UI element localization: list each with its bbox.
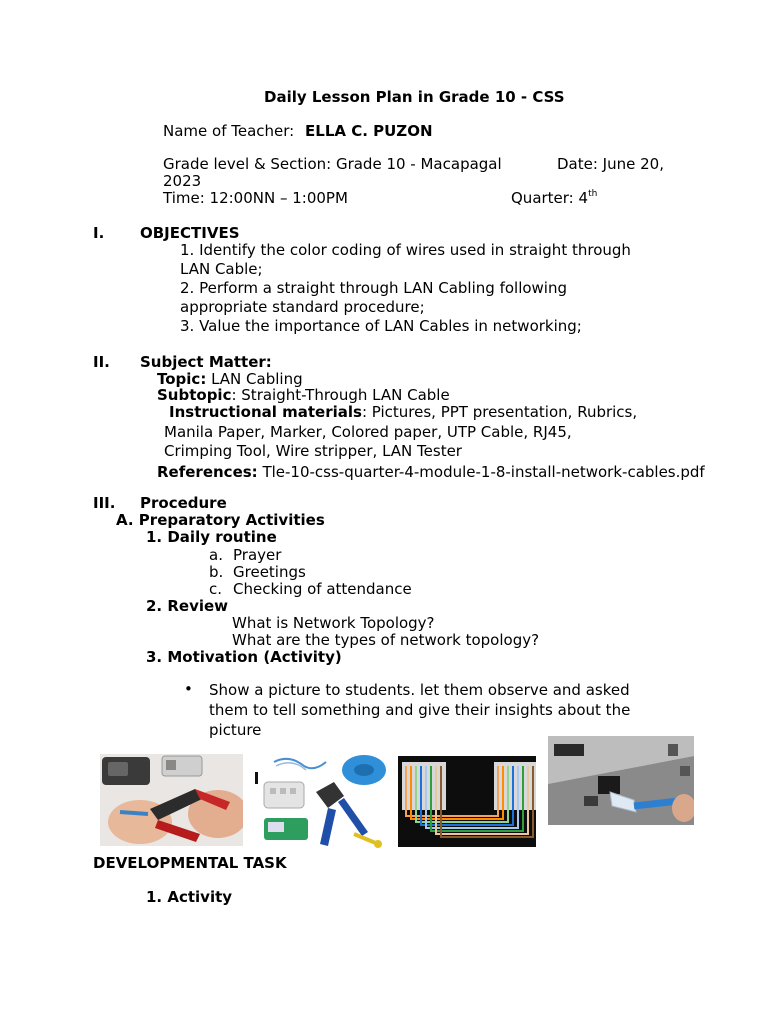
teacher-line	[163, 122, 433, 140]
teacher-name: ELLA C. PUZON	[305, 122, 433, 140]
grade-section: Grade level & Section: Grade 10 - Macapagal	[163, 155, 502, 173]
motivation-line: picture	[209, 721, 262, 739]
wiring-diagram-image	[398, 756, 536, 847]
motivation-heading: 3. Motivation (Activity)	[146, 648, 342, 666]
review-heading: 2. Review	[146, 597, 229, 615]
objective-line: 1. Identify the color coding of wires used in straight through	[180, 241, 631, 259]
activity-heading: 1. Activity	[146, 888, 233, 906]
motivation-line: Show a picture to students. let them observe and asked	[209, 681, 630, 699]
routine-item: c. Checking of attendance	[209, 580, 412, 598]
procedure-heading: III. Procedure	[93, 494, 227, 512]
subject-heading: II. Subject Matter:	[93, 353, 272, 371]
review-question: What are the types of network topology?	[232, 631, 540, 649]
crimping-photo	[100, 754, 243, 846]
review-question: What is Network Topology?	[232, 614, 435, 632]
teacher-label: Name of Teacher:	[163, 122, 295, 140]
routine-item: a. Prayer	[209, 546, 282, 564]
subtopic: Subtopic: Straight-Through LAN Cable	[157, 386, 450, 404]
lesson-date-year: 2023	[163, 172, 202, 190]
quarter: Quarter: 4th	[511, 189, 598, 207]
laptop-ethernet-photo	[548, 736, 694, 825]
topic: Topic: LAN Cabling	[157, 370, 303, 388]
lesson-time: Time: 12:00NN – 1:00PM	[163, 189, 348, 207]
objectives-heading: I. OBJECTIVES	[93, 224, 240, 242]
preparatory-heading: A. Preparatory Activities	[116, 511, 325, 529]
page-title: Daily Lesson Plan in Grade 10 - CSS	[264, 88, 565, 106]
lesson-date: Date: June 20,	[557, 155, 664, 173]
objective-line: LAN Cable;	[180, 260, 263, 278]
materials-line: Crimping Tool, Wire stripper, LAN Tester	[164, 442, 462, 460]
routine-item: b. Greetings	[209, 563, 306, 581]
objective-line: appropriate standard procedure;	[180, 298, 425, 316]
developmental-task-heading: DEVELOPMENTAL TASK	[93, 854, 287, 872]
bullet-icon: •	[184, 680, 193, 698]
network-tools-photo	[254, 752, 390, 850]
objective-line: 3. Value the importance of LAN Cables in networking;	[180, 317, 582, 335]
objective-line: 2. Perform a straight through LAN Cabling following	[180, 279, 567, 297]
motivation-line: them to tell something and give their insights about the	[209, 701, 631, 719]
daily-routine-heading: 1. Daily routine	[146, 528, 277, 546]
references: References: Tle-10-css-quarter-4-module-1-8-install-network-cables.pdf	[157, 463, 705, 481]
materials: Instructional materials: Pictures, PPT presentation, Rubrics,	[169, 403, 638, 421]
materials-line: Manila Paper, Marker, Colored paper, UTP Cable, RJ45,	[164, 423, 572, 441]
